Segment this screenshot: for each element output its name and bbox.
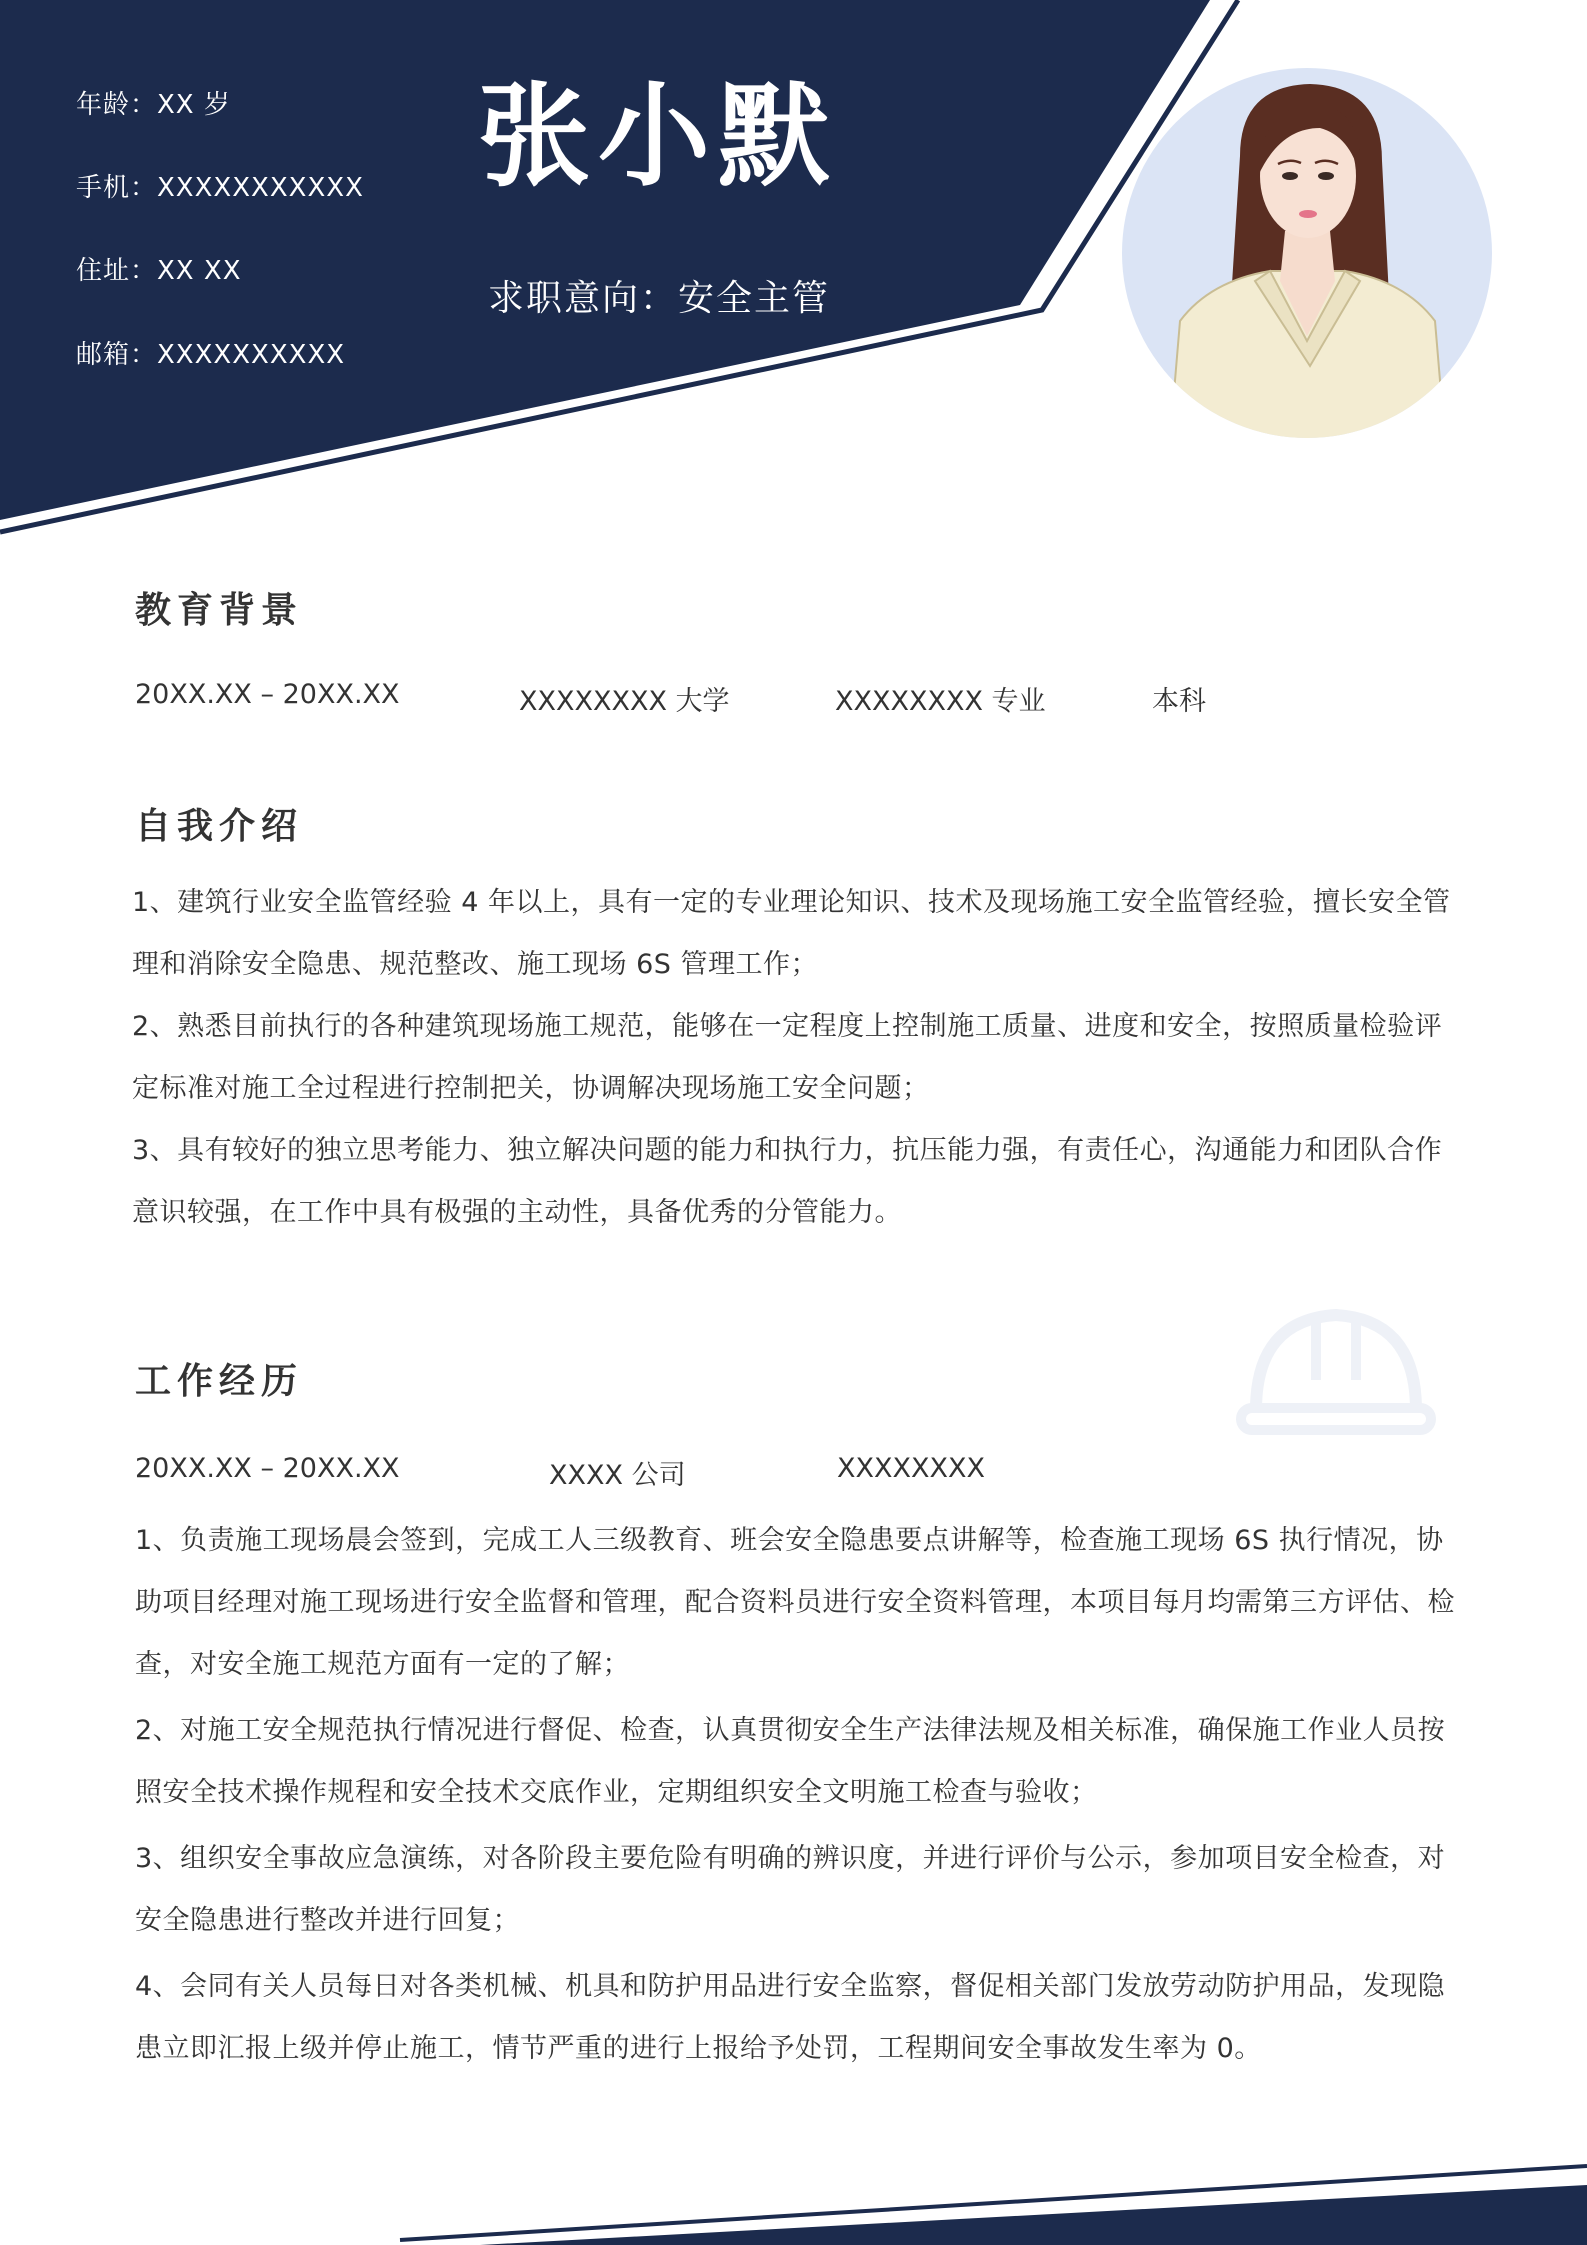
intro-item: 2、熟悉目前执行的各种建筑现场施工规范，能够在一定程度上控制施工质量、进度和安全，按照质量检验评定标准对施工全过程进行控制把关，协调解决现场施工安全问题；	[132, 1011, 1443, 1104]
education-school: XXXXXXXX 大学	[519, 686, 730, 717]
contact-age: 年龄：XX 岁	[76, 90, 231, 120]
job-objective: 求职意向：安全主管	[488, 278, 831, 319]
work-position: XXXXXXXX	[837, 1453, 985, 1484]
work-item: 4、会同有关人员每日对各类机械、机具和防护用品进行安全监察，督促相关部门发放劳动防护用品，发现隐患立即汇报上级并停止施工，情节严重的进行上报给予处罚，工程期间安全事故发生率为 0。	[135, 1971, 1446, 2064]
work-item: 3、组织安全事故应急演练，对各阶段主要危险有明确的辨识度，并进行评价与公示，参加项目安全检查，对安全隐患进行整改并进行回复；	[135, 1843, 1446, 1936]
work-section-title: 工作经历	[135, 1361, 304, 1402]
work-item: 2、对施工安全规范执行情况进行督促、检查，认真贯彻安全生产法律法规及相关标准，确保施工作业人员按照安全技术操作规程和安全技术交底作业，定期组织安全文明施工检查与验收；	[135, 1715, 1446, 1808]
intro-list	[132, 872, 1452, 1244]
work-company: XXXX 公司	[549, 1460, 686, 1491]
work-list	[135, 1510, 1455, 2084]
helmet-watermark-icon	[1236, 1300, 1436, 1440]
footer-navy-band	[480, 2185, 1587, 2245]
work-item: 1、负责施工现场晨会签到，完成工人三级教育、班会安全隐患要点讲解等，检查施工现场 6S 执行情况，协助项目经理对施工现场进行安全监督和管理，配合资料员进行安全资料管理，本项目每月均需第三方评估、检查，对安全施工规范方面有一定的了解；	[135, 1525, 1455, 1680]
intro-item: 1、建筑行业安全监管经验 4 年以上，具有一定的专业理论知识、技术及现场施工安全监管经验，擅长安全管理和消除安全隐患、规范整改、施工现场 6S 管理工作；	[132, 887, 1451, 980]
education-section-title: 教育背景	[135, 590, 304, 631]
education-degree: 本科	[1152, 686, 1206, 717]
work-period: 20XX.XX – 20XX.XX	[135, 1453, 400, 1484]
intro-section-title: 自我介绍	[135, 806, 304, 847]
contact-address: 住址：XX XX	[76, 256, 242, 286]
contact-email: 邮箱：XXXXXXXXXX	[76, 340, 346, 370]
avatar	[1120, 66, 1494, 440]
education-period: 20XX.XX – 20XX.XX	[135, 679, 400, 710]
intro-item: 3、具有较好的独立思考能力、独立解决问题的能力和执行力，抗压能力强，有责任心，沟通能力和团队合作意识较强，在工作中具有极强的主动性，具备优秀的分管能力。	[132, 1135, 1443, 1228]
candidate-name: 张小默	[478, 72, 838, 202]
contact-phone: 手机：XXXXXXXXXXX	[76, 173, 364, 203]
education-major: XXXXXXXX 专业	[835, 686, 1046, 717]
